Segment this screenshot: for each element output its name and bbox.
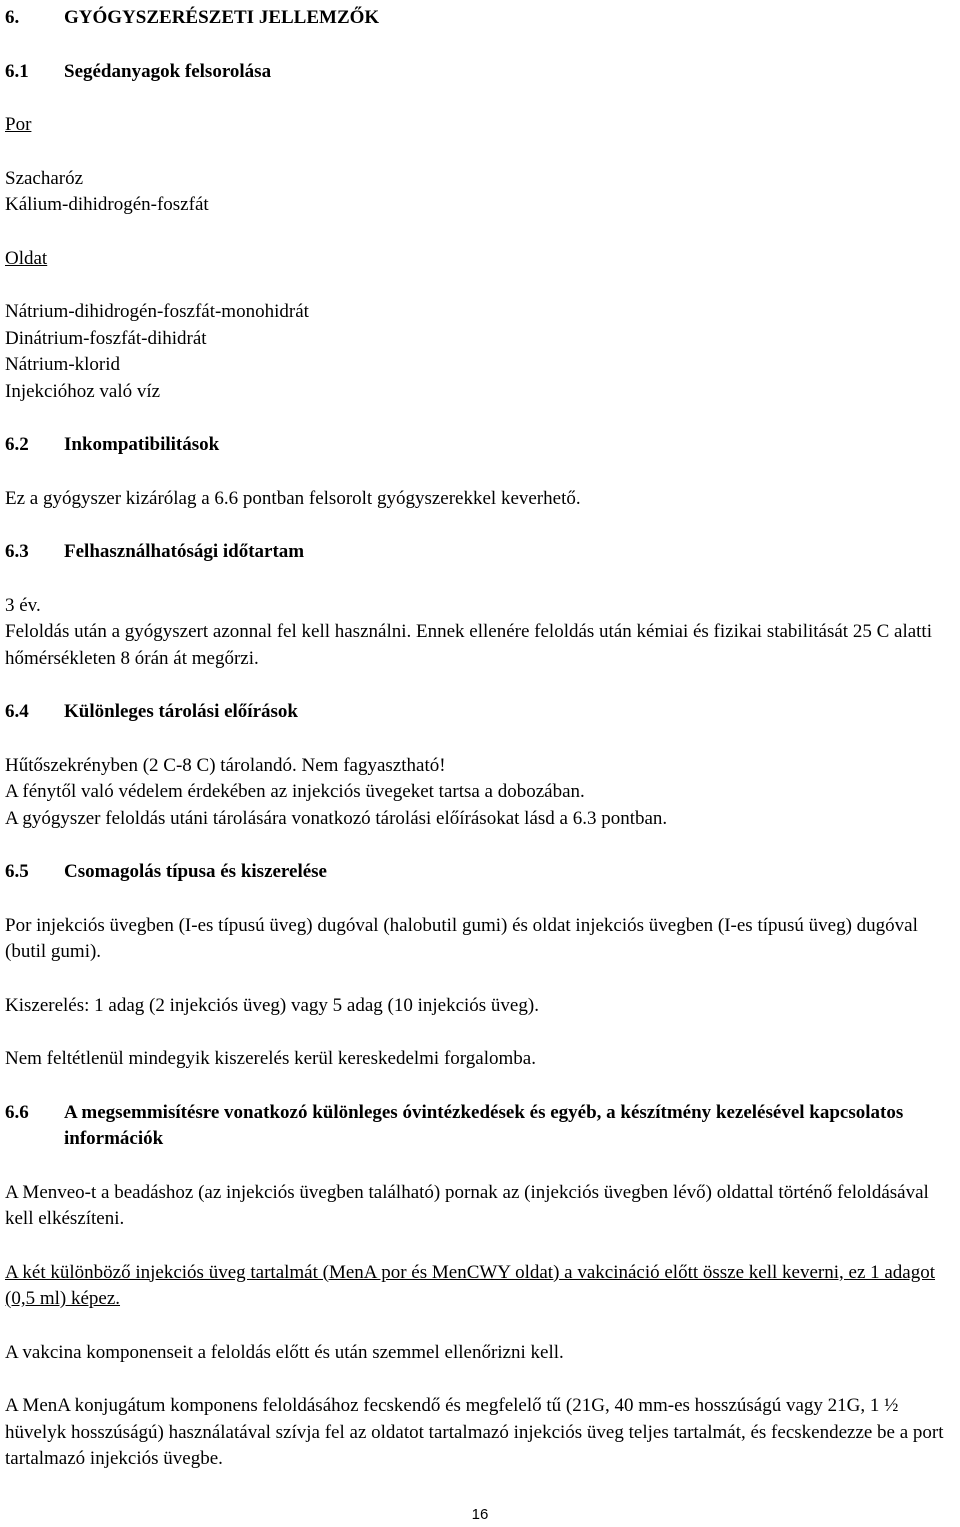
page-number: 16 bbox=[471, 1506, 489, 1523]
section-title: A megsemmisítésre vonatkozó különleges óvintézkedések és egyéb, a készítmény kezelésével kapcsolatos információk bbox=[64, 1101, 904, 1149]
paragraph: A gyógyszer feloldás utáni tárolására vonatkozó tárolási előírásokat lásd a 6.3 pontban. bbox=[5, 807, 668, 829]
section-6-2-heading bbox=[5, 432, 955, 459]
paragraph: Por injekciós üvegben (I-es típusú üveg) dugóval (halobutil gumi) és oldat injekciós üvegben (I-es típusú üveg) dugóval (butil gumi). bbox=[5, 914, 918, 962]
section-6-4-heading bbox=[5, 699, 955, 726]
paragraph: A MenA konjugátum komponens feloldásához fecskendő és megfelelő tű (21G, 40 mm-es hosszúságú vagy 21G, 1 ½ hüvelyk hosszúságú) használatával szívja fel az oldatot tartalmazó injekciós üveg teljes tartalmát, és fecskendezze be a port tartalmazó injekciós üvegbe. bbox=[5, 1395, 944, 1469]
section-6-1-heading bbox=[5, 59, 955, 86]
paragraph: Nem feltétlenül mindegyik kiszerelés kerül kereskedelmi forgalomba. bbox=[5, 1048, 536, 1069]
section-number: 6.4 bbox=[5, 701, 29, 722]
paragraph: A Menveo-t a beadáshoz (az injekciós üvegben található) pornak az (injekciós üvegben lévő) oldattal történő feloldásával kell elkészíteni. bbox=[5, 1181, 929, 1229]
oldat-label: Oldat bbox=[5, 247, 48, 269]
por-item: Kálium-dihidrogén-foszfát bbox=[5, 194, 209, 215]
paragraph: 3 év. bbox=[5, 594, 41, 616]
section-number: 6.2 bbox=[5, 434, 29, 455]
paragraph: Feloldás után a gyógyszert azonnal fel kell használni. Ennek ellenére feloldás után kémiai és fizikai stabilitását 25 C alatti hőmérsékleten 8 órán át megőrzi. bbox=[5, 621, 932, 669]
section-6-heading bbox=[5, 5, 955, 32]
section-6-6-heading bbox=[5, 1100, 955, 1153]
section-number: 6.1 bbox=[5, 60, 29, 82]
section-number: 6.5 bbox=[5, 861, 29, 882]
paragraph: Hűtőszekrényben (2 C-8 C) tárolandó. Nem fagyasztható! bbox=[5, 754, 446, 776]
oldat-item: Dinátrium-foszfát-dihidrát bbox=[5, 327, 207, 349]
section-title: Csomagolás típusa és kiszerelése bbox=[64, 861, 327, 882]
paragraph: Kiszerelés: 1 adag (2 injekciós üveg) vagy 5 adag (10 injekciós üveg). bbox=[5, 994, 539, 1016]
por-item: Szacharóz bbox=[5, 167, 84, 189]
section-number: 6.6 bbox=[5, 1101, 29, 1123]
oldat-item: Nátrium-klorid bbox=[5, 354, 121, 375]
section-6-5-heading bbox=[5, 859, 955, 886]
section-6-3-heading bbox=[5, 539, 955, 566]
section-title: GYÓGYSZERÉSZETI JELLEMZŐK bbox=[64, 7, 380, 28]
section-title: Felhasználhatósági időtartam bbox=[64, 541, 305, 562]
document-page bbox=[5, 5, 955, 1473]
paragraph: A vakcina komponenseit a feloldás előtt és után szemmel ellenőrizni kell. bbox=[5, 1341, 564, 1363]
section-number: 6. bbox=[5, 7, 20, 28]
section-title: Különleges tárolási előírások bbox=[64, 701, 298, 722]
underlined-paragraph: A két különböző injekciós üveg tartalmát (MenA por és MenCWY oldat) a vakcináció előtt össze kell keverni, ez 1 adagot (0,5 ml) képez. bbox=[5, 1261, 936, 1309]
oldat-item: Injekcióhoz való víz bbox=[5, 380, 161, 402]
paragraph: A fénytől való védelem érdekében az injekciós üvegeket tartsa a dobozában. bbox=[5, 781, 585, 802]
section-title: Segédanyagok felsorolása bbox=[64, 60, 272, 82]
por-label: Por bbox=[5, 114, 32, 135]
section-number: 6.3 bbox=[5, 541, 29, 562]
oldat-item: Nátrium-dihidrogén-foszfát-monohidrát bbox=[5, 301, 309, 322]
section-title: Inkompatibilitások bbox=[64, 434, 220, 455]
paragraph: Ez a gyógyszer kizárólag a 6.6 pontban felsorolt gyógyszerekkel keverhető. bbox=[5, 487, 581, 509]
